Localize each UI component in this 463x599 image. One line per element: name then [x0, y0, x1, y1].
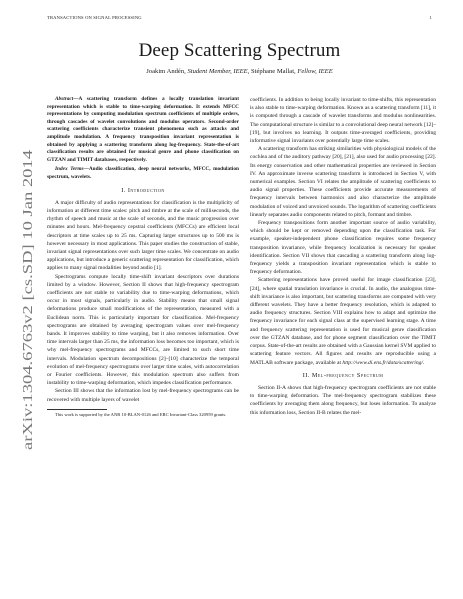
author-affiliation: Student Member, IEEE,	[187, 68, 250, 75]
paragraph: A scattering transform has striking similarities with physiological models of the cochlea and of the auditory pathway [20], [21], also used for audio processing [22]. Its energy conservation and other mathematical properties are reviewed in Section IV. An approximate inverse scattering transform is introduced in Section V, with numerical examples. Section VI relates the amplitude of scattering coefficients to audio signal properties. These coefficients provide accurate measurements of frequency intervals between harmonics and also characterize the amplitude modulation of voiced and unvoiced sounds. The logarithm of scattering coefficients linearly separates audio components related to pitch, formant and timbre.	[250, 146, 436, 218]
author-affiliation: Fellow, IEEE	[297, 68, 333, 75]
paragraph: Spectrograms compute locally time-shift invariant descriptors over durations limited by a window. However, Section II shows that high-frequency spectrogram coefficients are not stable to variability due to time-warping deformations, which occur in most signals, particularly in audio. Stability means that small signal deformations produce small modifications of the representation, measured with a Euclidean norm. This is particularly important for classification. Mel-frequency spectrograms are obtained by averaging spectrogram values over mel-frequency bands. It improves stability to time warping, but it also removes information. Over time intervals larger than 25 ms, the information loss becomes too important, which is why mel-frequency spectrograms and MFCCs, are limited to such short time intervals. Modulation spectrum decompositions [2]–[10] characterize the temporal evolution of mel-frequency spectrograms over larger time scales, with autocorrelation or Fourier coefficients. However, this modulation spectrum also suffers from instability to time-warping deformation, which impedes classification performance.	[47, 273, 239, 387]
paragraph: Section II-A shows that high-frequency spectrogram coefficients are not stable to time-warping deformation. The mel-frequency spectrogram stabilizes these coefficients by averaging them along frequency, but loses information. To analyze this information loss, Section II-B relates the mel-	[250, 384, 436, 416]
footnote-rule	[47, 409, 107, 410]
footnote: This work is supported by the ANR 10-BLAN-0126 and ERC Invariant-Class 320959 grants.	[55, 411, 227, 417]
section-heading: I. Introduction	[121, 186, 165, 194]
paragraph: Frequency transpositions form another important source of audio variability, which should be kept or removed depending upon the classification task. For example, speaker-independent phone classification requires some frequency transposition invariance, while frequency localization is necessary for speaker identification. Section VII shows that cascading a scattering transform along log-frequency yields a transposition invariant representation which is stable to frequency deformation.	[250, 220, 436, 276]
paragraph: A major difficulty of audio representations for classification is the multiplicity of information at different time scales: pitch and timbre at the scale of milliseconds, the rhythm of speech and music at the scale of seconds, and the music progression over minutes and hours. Mel-frequency cepstral coefficients (MFCCs) are efficient local descriptors at time scales up to 25 ms. Capturing larger structures up to 500 ms is however necessary in most applications. This paper studies the construction of stable, invariant signal representations over such larger time scales. We concentrate on audio applications, but introduce a generic scattering representation for classification, which applies to many signal modalities beyond audio [1].	[47, 199, 239, 272]
paragraph-text: Scattering representations have proved useful for image classification [23], [24], where spatial translation invariance is crucial. In audio, the analogous time-shift invariance is also important, but scattering transforms are computed with very different wavelets. They have a better frequency resolution, which is adapted to audio frequency structures. Section VIII explains how to adapt and optimize the frequency invariance for each signal class at the supervised learning stage. A time and frequency scattering representation is used for musical genre classification over the GTZAN database, and for phone segment classification over the TIMIT corpus. State-of-the-art results are obtained with a Gaussian kernel SVM applied to scattering feature vectors. All figures and results are reproducible using a MATLAB software package, available at	[250, 277, 436, 366]
abstract	[47, 96, 239, 164]
paragraph: Scattering representations have proved useful for image classification [23], [24], where spatial translation invariance is crucial. In audio, the analogous time-shift invariance is also important, but scattering transforms are computed with very different wavelets. They have a better frequency resolution, which is adapted to audio frequency structures. Section VIII explains how to adapt and optimize the frequency invariance for each signal class at the supervised learning stage. A time and frequency scattering representation is used for musical genre classification over the GTZAN database, and for phone segment classification over the TIMIT corpus. State-of-the-art results are obtained with a Gaussian kernel SVM applied to scattering feature vectors. All figures and results are reproducible using a MATLAB software package, available at http://www.di.ens.fr/data/scattering/.	[250, 277, 436, 366]
paragraph: Section III shows that the information lost by mel-frequency spectrograms can be recovered with multiple layers of wavelet	[47, 388, 239, 403]
journal-name: TRANSACTIONS ON SIGNAL PROCESSING	[47, 15, 142, 20]
section-heading: II. Mel-frequency Spectrum	[302, 371, 384, 379]
author-name: Joakim Andén,	[146, 68, 186, 75]
software-url-link[interactable]: http://www.di.ens.fr/data/scattering/	[342, 359, 423, 366]
abstract-label: Abstract	[55, 96, 74, 102]
author-line	[47, 68, 432, 75]
arxiv-stamp-text: arXiv:1304.6763v2 [cs.SD] 10 Jan 2014	[20, 236, 35, 450]
left-column	[47, 96, 239, 418]
paper-title: Deep Scattering Spectrum	[138, 40, 341, 61]
index-terms-text: —Audio classification, deep neural networks, MFCC, modulation spectrum, wavelets.	[47, 166, 240, 180]
index-terms-label: Index Terms	[55, 166, 84, 173]
arxiv-stamp[interactable]	[6, 147, 44, 452]
abstract-text: —A scattering transform defines a locally translation invariant representation which is stable to time-warping deformation. It extends MFCC representations by computing modulation spectrum coefficients of multiple orders, through cascades of wavelet convolutions and modulus operators. Second-order scattering coefficients characterize transient phenomena such as attacks and amplitude modulation. A frequency transposition invariant representation is obtained by applying a scattering transform along log-frequency. State-the-of-art classification results are obtained for musical genre and phone classification on GTZAN and TIMIT databases, respectively.	[47, 96, 239, 163]
index-terms	[47, 166, 239, 181]
running-head	[47, 15, 432, 23]
page-number: 1	[429, 15, 432, 20]
right-column	[250, 96, 436, 417]
author-name: Stéphane Mallat,	[251, 68, 296, 75]
paragraph: coefficients. In addition to being locally invariant to time-shifts, this representation is also stable to time-warping deformation. Known as a scattering transform [11], it is computed through a cascade of wavelet transforms and modulus nonlinearities. The computational structure is similar to a convolutional deep neural network [12]–[19], but involves no learning. It outputs time-averaged coefficients, providing informative signal invariants over potentially large time scales.	[250, 97, 436, 145]
